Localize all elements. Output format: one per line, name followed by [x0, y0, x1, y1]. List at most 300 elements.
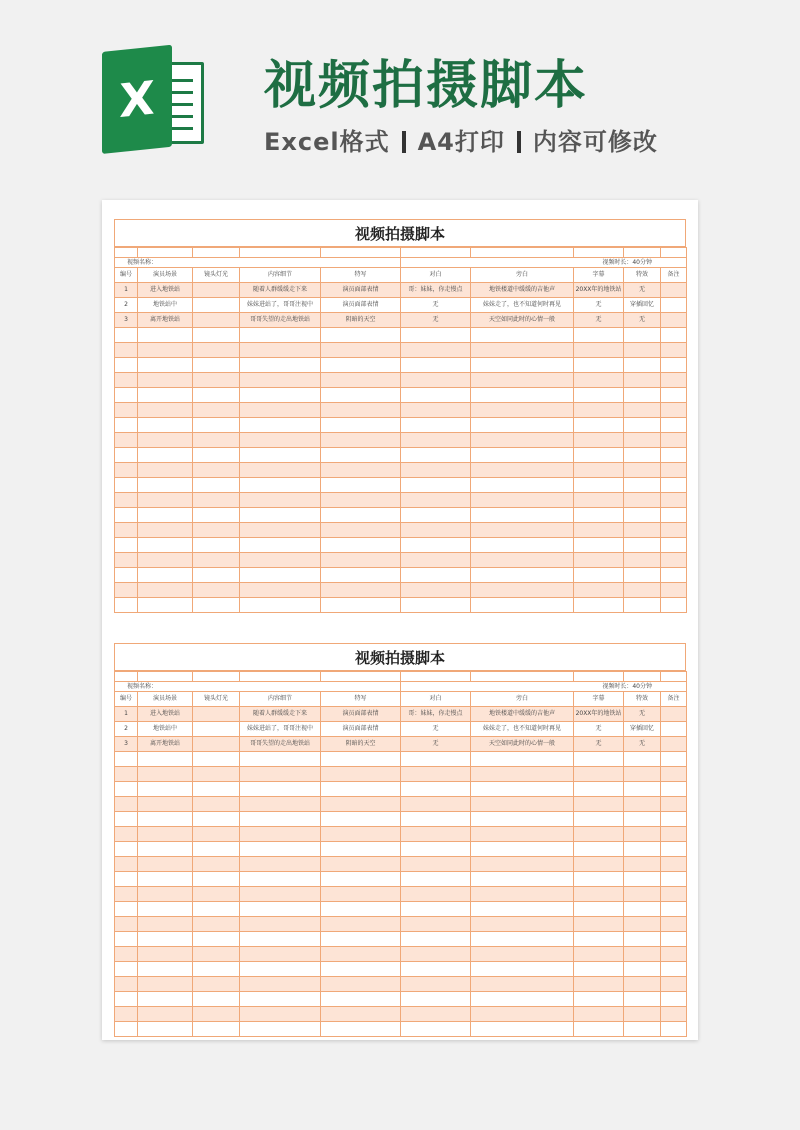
empty-cell[interactable] [624, 493, 661, 508]
empty-cell[interactable] [471, 992, 574, 1007]
table-cell[interactable]: 2 [115, 298, 138, 313]
empty-cell[interactable] [138, 872, 193, 887]
table-cell[interactable] [193, 707, 240, 722]
table-cell[interactable]: 无 [624, 283, 661, 298]
empty-cell[interactable] [401, 962, 471, 977]
empty-cell[interactable] [401, 917, 471, 932]
empty-cell[interactable] [574, 887, 624, 902]
empty-cell[interactable] [138, 343, 193, 358]
empty-cell[interactable] [193, 358, 240, 373]
empty-cell[interactable] [471, 358, 574, 373]
empty-cell[interactable] [471, 887, 574, 902]
empty-cell[interactable] [138, 373, 193, 388]
empty-cell[interactable] [138, 857, 193, 872]
empty-cell[interactable] [138, 493, 193, 508]
empty-cell[interactable] [321, 598, 401, 613]
empty-cell[interactable] [624, 962, 661, 977]
empty-cell[interactable] [115, 797, 138, 812]
empty-cell[interactable] [401, 403, 471, 418]
empty-cell[interactable] [624, 1022, 661, 1037]
empty-cell[interactable] [240, 493, 321, 508]
empty-cell[interactable] [138, 538, 193, 553]
empty-cell[interactable] [661, 508, 687, 523]
table-cell[interactable]: 演员面部表情 [321, 722, 401, 737]
table-cell[interactable]: 穿插回忆 [624, 722, 661, 737]
empty-cell[interactable] [471, 1022, 574, 1037]
empty-cell[interactable] [401, 932, 471, 947]
empty-cell[interactable] [401, 977, 471, 992]
empty-cell[interactable] [115, 947, 138, 962]
empty-cell[interactable] [624, 373, 661, 388]
empty-cell[interactable] [321, 872, 401, 887]
empty-cell[interactable] [401, 872, 471, 887]
empty-cell[interactable] [471, 523, 574, 538]
empty-cell[interactable] [240, 463, 321, 478]
empty-cell[interactable] [321, 568, 401, 583]
empty-cell[interactable] [401, 328, 471, 343]
blank-cell[interactable] [661, 248, 687, 258]
empty-cell[interactable] [471, 403, 574, 418]
empty-cell[interactable] [321, 583, 401, 598]
empty-cell[interactable] [115, 917, 138, 932]
empty-cell[interactable] [574, 902, 624, 917]
empty-cell[interactable] [624, 403, 661, 418]
blank-cell[interactable] [401, 248, 471, 258]
empty-cell[interactable] [401, 553, 471, 568]
blank-cell[interactable] [321, 248, 401, 258]
empty-cell[interactable] [240, 812, 321, 827]
empty-cell[interactable] [401, 767, 471, 782]
empty-cell[interactable] [138, 358, 193, 373]
empty-cell[interactable] [321, 538, 401, 553]
empty-cell[interactable] [401, 418, 471, 433]
empty-cell[interactable] [661, 797, 687, 812]
empty-cell[interactable] [574, 857, 624, 872]
empty-cell[interactable] [321, 782, 401, 797]
empty-cell[interactable] [321, 752, 401, 767]
empty-cell[interactable] [401, 478, 471, 493]
empty-cell[interactable] [321, 328, 401, 343]
empty-cell[interactable] [138, 1007, 193, 1022]
empty-cell[interactable] [471, 902, 574, 917]
table-cell[interactable]: 哥哥失望的走出地铁站 [240, 737, 321, 752]
empty-cell[interactable] [321, 358, 401, 373]
table-cell[interactable]: 妹妹走了，也不知道何时再见 [471, 298, 574, 313]
empty-cell[interactable] [138, 767, 193, 782]
empty-cell[interactable] [115, 812, 138, 827]
blank-cell[interactable] [574, 248, 624, 258]
empty-cell[interactable] [661, 433, 687, 448]
empty-cell[interactable] [321, 932, 401, 947]
empty-cell[interactable] [401, 857, 471, 872]
column-header[interactable]: 特写 [321, 692, 401, 707]
empty-cell[interactable] [661, 523, 687, 538]
empty-cell[interactable] [574, 752, 624, 767]
empty-cell[interactable] [661, 887, 687, 902]
empty-cell[interactable] [401, 373, 471, 388]
empty-cell[interactable] [193, 418, 240, 433]
column-header[interactable]: 对白 [401, 268, 471, 283]
column-header[interactable]: 特效 [624, 268, 661, 283]
empty-cell[interactable] [624, 992, 661, 1007]
table-cell[interactable] [661, 298, 687, 313]
empty-cell[interactable] [115, 782, 138, 797]
empty-cell[interactable] [661, 343, 687, 358]
empty-cell[interactable] [574, 328, 624, 343]
column-header[interactable]: 编号 [115, 692, 138, 707]
table-cell[interactable] [661, 737, 687, 752]
empty-cell[interactable] [115, 568, 138, 583]
empty-cell[interactable] [321, 508, 401, 523]
empty-cell[interactable] [321, 343, 401, 358]
empty-cell[interactable] [574, 827, 624, 842]
empty-cell[interactable] [115, 977, 138, 992]
empty-cell[interactable] [321, 887, 401, 902]
empty-cell[interactable] [661, 1022, 687, 1037]
empty-cell[interactable] [193, 977, 240, 992]
empty-cell[interactable] [574, 493, 624, 508]
empty-cell[interactable] [193, 538, 240, 553]
empty-cell[interactable] [321, 388, 401, 403]
table-cell[interactable]: 2 [115, 722, 138, 737]
blank-cell[interactable] [471, 672, 574, 682]
empty-cell[interactable] [138, 812, 193, 827]
empty-cell[interactable] [471, 463, 574, 478]
empty-cell[interactable] [138, 992, 193, 1007]
empty-cell[interactable] [401, 812, 471, 827]
empty-cell[interactable] [661, 418, 687, 433]
empty-cell[interactable] [624, 343, 661, 358]
empty-cell[interactable] [661, 857, 687, 872]
empty-cell[interactable] [240, 992, 321, 1007]
table-cell[interactable]: 无 [624, 737, 661, 752]
empty-cell[interactable] [574, 403, 624, 418]
empty-cell[interactable] [193, 568, 240, 583]
table-cell[interactable]: 无 [624, 707, 661, 722]
empty-cell[interactable] [138, 478, 193, 493]
empty-cell[interactable] [321, 902, 401, 917]
empty-cell[interactable] [240, 902, 321, 917]
empty-cell[interactable] [624, 598, 661, 613]
column-header[interactable]: 旁白 [471, 268, 574, 283]
empty-cell[interactable] [661, 538, 687, 553]
empty-cell[interactable] [661, 977, 687, 992]
empty-cell[interactable] [471, 857, 574, 872]
column-header[interactable]: 字幕 [574, 692, 624, 707]
empty-cell[interactable] [471, 827, 574, 842]
empty-cell[interactable] [624, 523, 661, 538]
empty-cell[interactable] [471, 553, 574, 568]
empty-cell[interactable] [115, 583, 138, 598]
table-cell[interactable]: 天空如同此时的心情一般 [471, 737, 574, 752]
empty-cell[interactable] [624, 752, 661, 767]
empty-cell[interactable] [240, 962, 321, 977]
empty-cell[interactable] [115, 418, 138, 433]
empty-cell[interactable] [138, 782, 193, 797]
empty-cell[interactable] [401, 842, 471, 857]
empty-cell[interactable] [471, 977, 574, 992]
empty-cell[interactable] [138, 1022, 193, 1037]
empty-cell[interactable] [401, 782, 471, 797]
table-cell[interactable]: 演员面部表情 [321, 298, 401, 313]
empty-cell[interactable] [240, 583, 321, 598]
empty-cell[interactable] [115, 767, 138, 782]
empty-cell[interactable] [624, 902, 661, 917]
empty-cell[interactable] [574, 358, 624, 373]
empty-cell[interactable] [471, 797, 574, 812]
table-cell[interactable]: 进入地铁站 [138, 283, 193, 298]
empty-cell[interactable] [574, 962, 624, 977]
empty-cell[interactable] [401, 343, 471, 358]
blank-cell[interactable] [138, 672, 193, 682]
empty-cell[interactable] [574, 433, 624, 448]
empty-cell[interactable] [401, 568, 471, 583]
empty-cell[interactable] [138, 448, 193, 463]
empty-cell[interactable] [138, 583, 193, 598]
empty-cell[interactable] [574, 767, 624, 782]
table-cell[interactable]: 哥：妹妹，你走慢点 [401, 707, 471, 722]
empty-cell[interactable] [138, 902, 193, 917]
empty-cell[interactable] [401, 827, 471, 842]
empty-cell[interactable] [240, 343, 321, 358]
blank-cell[interactable] [401, 672, 471, 682]
blank-cell[interactable] [471, 248, 574, 258]
empty-cell[interactable] [138, 977, 193, 992]
empty-cell[interactable] [624, 917, 661, 932]
empty-cell[interactable] [240, 1007, 321, 1022]
empty-cell[interactable] [401, 448, 471, 463]
empty-cell[interactable] [661, 812, 687, 827]
table-cell[interactable]: 穿插回忆 [624, 298, 661, 313]
empty-cell[interactable] [321, 812, 401, 827]
empty-cell[interactable] [193, 1007, 240, 1022]
column-header[interactable]: 内容细节 [240, 268, 321, 283]
empty-cell[interactable] [193, 752, 240, 767]
empty-cell[interactable] [321, 403, 401, 418]
empty-cell[interactable] [624, 508, 661, 523]
table-cell[interactable]: 1 [115, 283, 138, 298]
table-cell[interactable]: 地铁站中 [138, 298, 193, 313]
empty-cell[interactable] [240, 373, 321, 388]
empty-cell[interactable] [574, 1022, 624, 1037]
table-cell[interactable] [661, 313, 687, 328]
empty-cell[interactable] [193, 463, 240, 478]
empty-cell[interactable] [661, 782, 687, 797]
table-cell[interactable]: 阴暗的天空 [321, 737, 401, 752]
empty-cell[interactable] [471, 538, 574, 553]
empty-cell[interactable] [624, 433, 661, 448]
empty-cell[interactable] [471, 433, 574, 448]
empty-cell[interactable] [193, 1022, 240, 1037]
empty-cell[interactable] [661, 493, 687, 508]
table-cell[interactable] [661, 722, 687, 737]
empty-cell[interactable] [115, 1007, 138, 1022]
table-cell[interactable]: 离开地铁站 [138, 737, 193, 752]
empty-cell[interactable] [471, 872, 574, 887]
empty-cell[interactable] [401, 752, 471, 767]
empty-cell[interactable] [661, 328, 687, 343]
empty-cell[interactable] [624, 827, 661, 842]
empty-cell[interactable] [321, 992, 401, 1007]
table-cell[interactable]: 地铁楼道中缓缓的吉他声 [471, 707, 574, 722]
table-cell[interactable]: 妹妹走了，也不知道何时再见 [471, 722, 574, 737]
empty-cell[interactable] [574, 842, 624, 857]
empty-cell[interactable] [138, 523, 193, 538]
empty-cell[interactable] [193, 872, 240, 887]
empty-cell[interactable] [401, 388, 471, 403]
empty-cell[interactable] [321, 1007, 401, 1022]
column-header[interactable]: 对白 [401, 692, 471, 707]
table-cell[interactable]: 离开地铁站 [138, 313, 193, 328]
empty-cell[interactable] [138, 932, 193, 947]
column-header[interactable]: 字幕 [574, 268, 624, 283]
table-cell[interactable]: 随着人群缓缓走下来 [240, 283, 321, 298]
empty-cell[interactable] [401, 508, 471, 523]
empty-cell[interactable] [401, 1022, 471, 1037]
empty-cell[interactable] [321, 433, 401, 448]
empty-cell[interactable] [138, 752, 193, 767]
empty-cell[interactable] [138, 508, 193, 523]
empty-cell[interactable] [115, 887, 138, 902]
empty-cell[interactable] [138, 328, 193, 343]
empty-cell[interactable] [574, 478, 624, 493]
empty-cell[interactable] [321, 827, 401, 842]
table-cell[interactable]: 无 [574, 737, 624, 752]
empty-cell[interactable] [401, 1007, 471, 1022]
empty-cell[interactable] [240, 797, 321, 812]
blank-cell[interactable] [240, 248, 321, 258]
table-cell[interactable]: 哥：妹妹，你走慢点 [401, 283, 471, 298]
table-cell[interactable]: 20XX年的地铁站 [574, 707, 624, 722]
empty-cell[interactable] [574, 872, 624, 887]
empty-cell[interactable] [471, 812, 574, 827]
empty-cell[interactable] [193, 917, 240, 932]
empty-cell[interactable] [240, 553, 321, 568]
empty-cell[interactable] [115, 433, 138, 448]
empty-cell[interactable] [321, 373, 401, 388]
empty-cell[interactable] [321, 493, 401, 508]
empty-cell[interactable] [138, 827, 193, 842]
table-cell[interactable]: 无 [401, 722, 471, 737]
empty-cell[interactable] [471, 1007, 574, 1022]
empty-cell[interactable] [115, 857, 138, 872]
empty-cell[interactable] [661, 752, 687, 767]
empty-cell[interactable] [138, 797, 193, 812]
empty-cell[interactable] [574, 343, 624, 358]
empty-cell[interactable] [240, 932, 321, 947]
empty-cell[interactable] [471, 947, 574, 962]
empty-cell[interactable] [661, 917, 687, 932]
empty-cell[interactable] [401, 947, 471, 962]
empty-cell[interactable] [624, 538, 661, 553]
empty-cell[interactable] [624, 568, 661, 583]
empty-cell[interactable] [471, 962, 574, 977]
empty-cell[interactable] [193, 932, 240, 947]
empty-cell[interactable] [115, 373, 138, 388]
empty-cell[interactable] [115, 448, 138, 463]
table-cell[interactable]: 妹妹进站了，哥哥注视中 [240, 298, 321, 313]
table-cell[interactable]: 随着人群缓缓走下来 [240, 707, 321, 722]
table-cell[interactable] [661, 283, 687, 298]
table-cell[interactable]: 地铁站中 [138, 722, 193, 737]
empty-cell[interactable] [661, 553, 687, 568]
empty-cell[interactable] [624, 932, 661, 947]
empty-cell[interactable] [624, 358, 661, 373]
empty-cell[interactable] [471, 767, 574, 782]
column-header[interactable]: 镜头灯光 [193, 268, 240, 283]
empty-cell[interactable] [115, 598, 138, 613]
table-cell[interactable]: 无 [401, 298, 471, 313]
empty-cell[interactable] [574, 523, 624, 538]
empty-cell[interactable] [471, 752, 574, 767]
empty-cell[interactable] [193, 508, 240, 523]
empty-cell[interactable] [321, 523, 401, 538]
empty-cell[interactable] [240, 358, 321, 373]
empty-cell[interactable] [115, 752, 138, 767]
empty-cell[interactable] [661, 932, 687, 947]
empty-cell[interactable] [240, 538, 321, 553]
empty-cell[interactable] [661, 992, 687, 1007]
empty-cell[interactable] [115, 962, 138, 977]
table-cell[interactable]: 无 [401, 313, 471, 328]
blank-cell[interactable] [115, 672, 138, 682]
empty-cell[interactable] [193, 388, 240, 403]
empty-cell[interactable] [574, 947, 624, 962]
empty-cell[interactable] [115, 553, 138, 568]
empty-cell[interactable] [574, 463, 624, 478]
empty-cell[interactable] [115, 992, 138, 1007]
empty-cell[interactable] [401, 583, 471, 598]
empty-cell[interactable] [624, 977, 661, 992]
empty-cell[interactable] [321, 767, 401, 782]
empty-cell[interactable] [661, 388, 687, 403]
empty-cell[interactable] [115, 358, 138, 373]
empty-cell[interactable] [193, 583, 240, 598]
empty-cell[interactable] [471, 568, 574, 583]
empty-cell[interactable] [321, 917, 401, 932]
empty-cell[interactable] [138, 842, 193, 857]
table-cell[interactable]: 20XX年的地铁站 [574, 283, 624, 298]
table-cell[interactable] [661, 707, 687, 722]
empty-cell[interactable] [321, 842, 401, 857]
empty-cell[interactable] [624, 842, 661, 857]
table-cell[interactable] [193, 313, 240, 328]
table-cell[interactable]: 哥哥失望的走出地铁站 [240, 313, 321, 328]
empty-cell[interactable] [574, 568, 624, 583]
empty-cell[interactable] [661, 902, 687, 917]
video-duration-field[interactable]: 视频时长：40分钟 [401, 682, 687, 692]
empty-cell[interactable] [574, 932, 624, 947]
empty-cell[interactable] [115, 1022, 138, 1037]
empty-cell[interactable] [471, 373, 574, 388]
empty-cell[interactable] [471, 782, 574, 797]
empty-cell[interactable] [661, 358, 687, 373]
empty-cell[interactable] [471, 343, 574, 358]
empty-cell[interactable] [661, 403, 687, 418]
empty-cell[interactable] [193, 962, 240, 977]
empty-cell[interactable] [193, 827, 240, 842]
empty-cell[interactable] [574, 448, 624, 463]
empty-cell[interactable] [240, 523, 321, 538]
table-cell[interactable] [193, 737, 240, 752]
empty-cell[interactable] [138, 947, 193, 962]
empty-cell[interactable] [624, 553, 661, 568]
blank-cell[interactable] [193, 672, 240, 682]
empty-cell[interactable] [240, 1022, 321, 1037]
blank-cell[interactable] [321, 672, 401, 682]
empty-cell[interactable] [661, 373, 687, 388]
empty-cell[interactable] [471, 842, 574, 857]
